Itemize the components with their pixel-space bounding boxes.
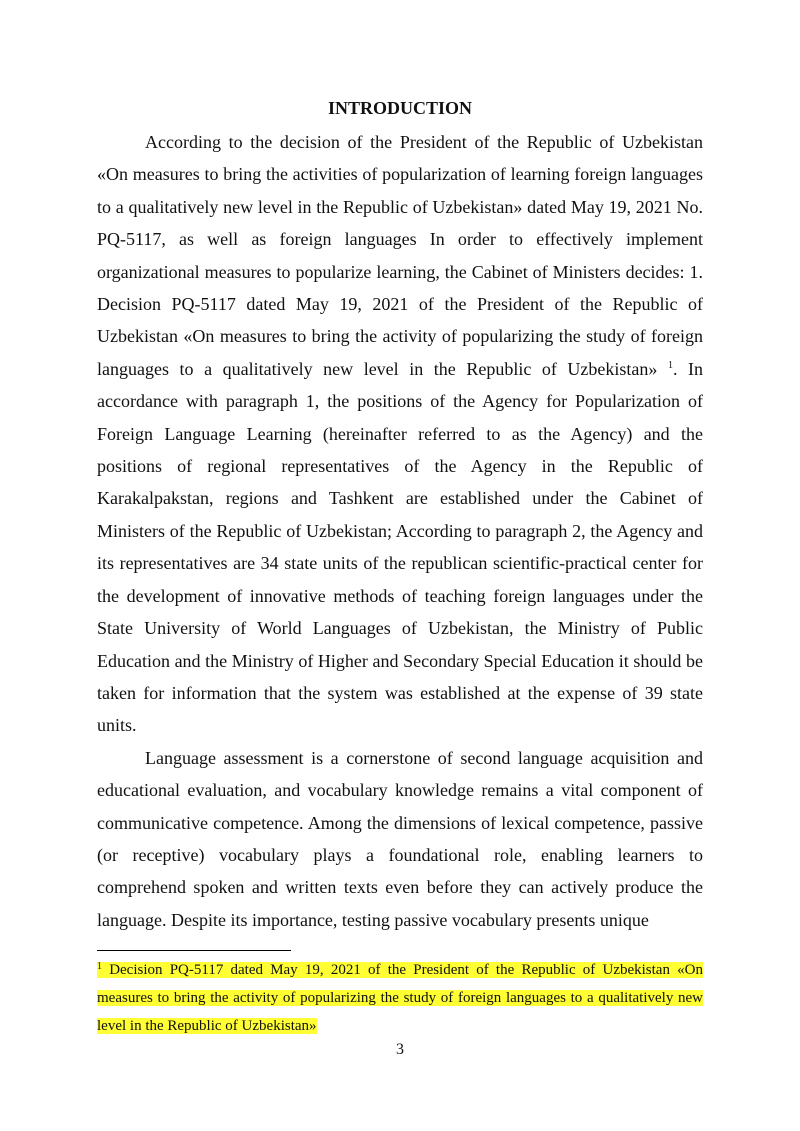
page-number: 3 bbox=[396, 1041, 404, 1058]
footnote bbox=[97, 956, 703, 1040]
body-text bbox=[97, 126, 703, 936]
footnote-text: Decision PQ-5117 dated May 19, 2021 of the President of the Republic of Uzbekistan «On measures to bring the activity of popularizing the study of foreign languages to a qualitatively new level in the Republic of Uzbekistan» bbox=[97, 962, 703, 1034]
footnote-highlight bbox=[97, 962, 703, 1034]
paragraph-2: Language assessment is a cornerstone of second language acquisition and educational evaluation, and vocabulary knowledge remains a vital component of communicative competence. Among the dimensions of lexical competence, passive (or receptive) vocabulary plays a foundational role, enabling learners to comprehend spoken and written texts even before they can actively produce the language. Despite its importance, testing passive vocabulary presents unique bbox=[97, 747, 703, 930]
footnote-reference[interactable]: 1 bbox=[667, 359, 673, 371]
paragraph-1-text-before-ref: According to the decision of the President of the Republic of Uzbekistan «On measures to bring the activities of popularization of learning foreign languages to a qualitatively new level in the Republic of Uzbekistan» dated May 19, 2021 No. PQ-5117, as well as foreign languages In order to effectively implement organizational measures to popularize learning, the Cabinet of Ministers decides: 1. Decision PQ-5117 dated May 19, 2021 of the President of the Republic of Uzbekistan «On measures to bring the activity of popularizing the study of foreign languages to a qualitatively new level in the Republic of Uzbekistan» bbox=[97, 132, 703, 379]
footnote-separator bbox=[97, 950, 291, 951]
paragraph-1 bbox=[97, 126, 703, 742]
footnote-mark: 1 bbox=[97, 961, 102, 972]
page-title: INTRODUCTION bbox=[327, 98, 473, 118]
paragraph-1-text-after-ref: . In accordance with paragraph 1, the positions of the Agency for Popularization of Foreign Language Learning (hereinafter referred to as the Agency) and the positions of regional representatives of the Agency in the Republic of Karakalpakstan, regions and Tashkent are established under the Cabinet of Ministers of the Republic of Uzbekistan; According to paragraph 2, the Agency and its representatives are 34 state units of the republican scientific-practical center for the development of innovative methods of teaching foreign languages under the State University of World Languages of Uzbekistan, the Ministry of Public Education and the Ministry of Higher and Secondary Special Education it should be taken for information that the system was established at the expense of 39 state units. bbox=[97, 358, 704, 736]
